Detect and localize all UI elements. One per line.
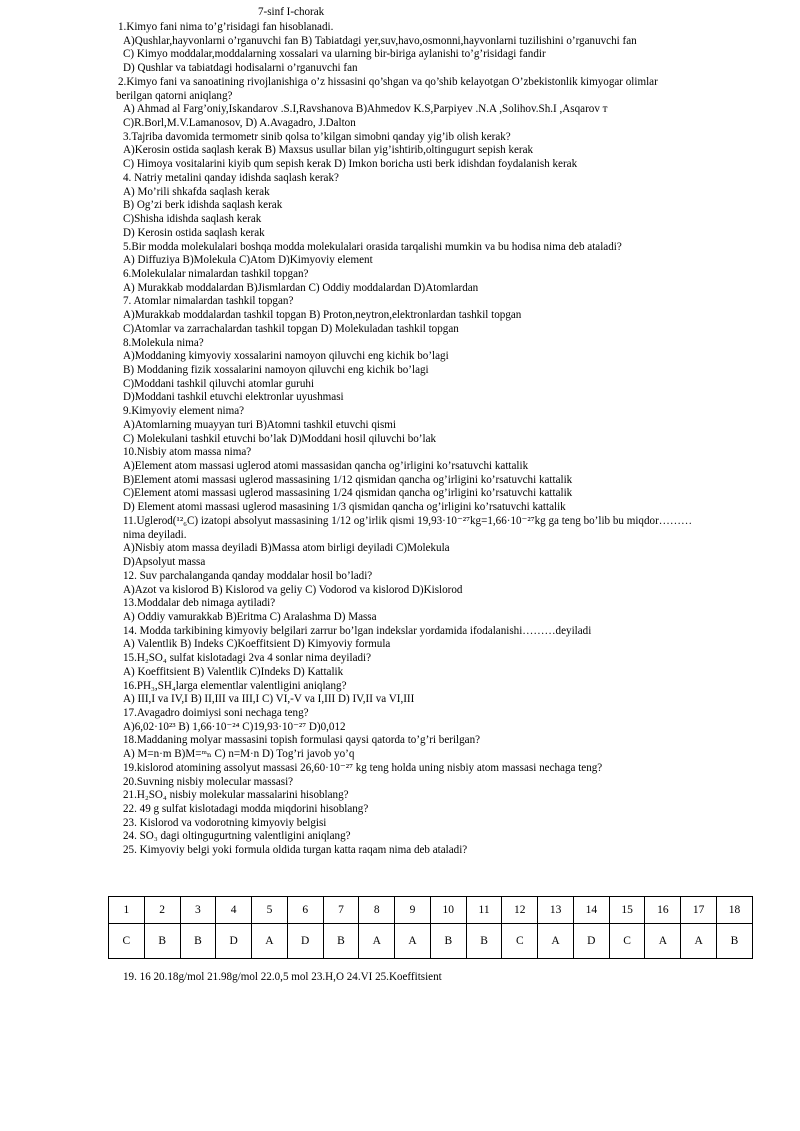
answer-letter-cell: D bbox=[287, 924, 323, 959]
answer-letter-cell: C bbox=[609, 924, 645, 959]
question-line: 17.Avagadro doimiysi soni nechaga teng? bbox=[123, 707, 309, 719]
answer-letter-cell: C bbox=[109, 924, 145, 959]
question-line: 24. SO₃ dagi oltingugurtning valentligini aniqlang? bbox=[123, 830, 351, 843]
question-line: 25. Kimyoviy belgi yoki formula oldida turgan katta raqam nima deb ataladi? bbox=[123, 844, 468, 857]
question-line: D) Qushlar va tabiatdagi hodisalarni o’rganuvchi fan bbox=[123, 62, 358, 75]
answer-letter-cell: D bbox=[573, 924, 609, 959]
question-line: D)Moddani tashkil etuvchi elektronlar uyushmasi bbox=[123, 391, 344, 404]
question-line: 1.Kimyo fani nima to’g’risidagi fan hisoblanadi. bbox=[118, 21, 334, 33]
answer-number-cell: 2 bbox=[144, 897, 180, 924]
answer-letter-cell: B bbox=[144, 924, 180, 959]
answer-letter-cell: A bbox=[645, 924, 681, 959]
question-line: A)Qushlar,hayvonlarni o’rganuvchi fan B) Tabiatdagi yer,suv,havo,osmonni,hayvonlarni tuzilishini o’rganuvchi fan bbox=[123, 34, 637, 47]
answer-number-cell: 18 bbox=[717, 897, 753, 924]
answer-number-cell: 8 bbox=[359, 897, 395, 924]
answer-number-cell: 7 bbox=[323, 897, 359, 924]
question-line: 19.kislorod atomining assolyut massasi 26,60·10⁻²⁷ kg teng holda uning nisbiy atom massasi nechaga teng? bbox=[123, 761, 603, 774]
answer-letter-row bbox=[109, 924, 753, 959]
question-line: nima deyiladi. bbox=[123, 528, 187, 541]
question-line: D) Kerosin ostida saqlash kerak bbox=[123, 226, 265, 239]
question-line: A) Mo’rili shkafda saqlash kerak bbox=[123, 185, 270, 198]
question-line: 21.H₂SO₄ nisbiy molekular massalarini hisoblang? bbox=[123, 789, 349, 802]
answer-letter-cell: A bbox=[681, 924, 717, 959]
question-line: 8.Molekula nima? bbox=[123, 336, 204, 349]
question-line: 2.Kimyo fani va sanoatining rivojlanishiga o’z hissasini qo’shgan va qo’shib kelayotgan O’zbekistonlik kimyogar olimlar bbox=[118, 75, 658, 88]
question-line: A)Moddaning kimyoviy xossalarini namoyon qiluvchi eng kichik bo’lagi bbox=[123, 350, 449, 363]
question-line: B) Moddaning fizik xossalarini namoyon qiluvchi eng kichik bo’lagi bbox=[123, 364, 429, 376]
question-line: C) Molekulani tashkil etuvchi bo’lak D)Moddani hosil qiluvchi bo’lak bbox=[123, 432, 437, 445]
question-line: A)Murakkab moddalardan tashkil topgan B) Proton,neytron,elektronlardan tashkil topgan bbox=[123, 309, 522, 322]
answer-letter-cell: B bbox=[430, 924, 466, 959]
answer-number-cell: 13 bbox=[538, 897, 574, 924]
answer-table bbox=[108, 896, 753, 959]
question-line: A) III,I va IV,I B) II,III va III,I C) VI,-V va I,III D) IV,II va VI,III bbox=[123, 693, 415, 706]
answer-number-cell: 17 bbox=[681, 897, 717, 924]
question-line: A) Koeffitsient B) Valentlik C)Indeks D) Kattalik bbox=[123, 665, 344, 678]
question-line: C)Shisha idishda saqlash kerak bbox=[123, 213, 262, 226]
question-line: 6.Molekulalar nimalardan tashkil topgan? bbox=[123, 267, 309, 280]
open-answers-footer: 19. 16 20.18g/mol 21.98g/mol 22.0,5 mol 23.H,O 24.VI 25.Koeffitsient bbox=[123, 971, 442, 983]
answer-letter-cell: B bbox=[717, 924, 753, 959]
question-line: 5.Bir modda molekulalari boshqa modda molekulalari orasida tarqalishi mumkin va bu hodisa nima deb ataladi? bbox=[123, 240, 622, 253]
question-line: 23. Kislorod va vodorotning kimyoviy belgisi bbox=[123, 816, 327, 829]
answer-number-cell: 15 bbox=[609, 897, 645, 924]
answer-number-cell: 6 bbox=[287, 897, 323, 924]
answer-number-cell: 10 bbox=[430, 897, 466, 924]
question-line: berilgan qatorni aniqlang? bbox=[116, 89, 233, 102]
answer-letter-cell: B bbox=[466, 924, 502, 959]
question-line: 11.Uglerod(¹²₆C) izatopi absolyut massasining 1/12 og’irlik qismi 19,93·10⁻²⁷kg=1,66·10⁻²⁷kg ga teng bo’lib bu miqdor……… bbox=[123, 514, 693, 527]
answer-number-cell: 5 bbox=[252, 897, 288, 924]
question-line: A)Element atom massasi uglerod atomi massasidan qancha og’irligini ko’rsatuvchi kattalik bbox=[123, 460, 529, 473]
question-line: A) Diffuziya B)Molekula C)Atom D)Kimyoviy element bbox=[123, 254, 373, 267]
question-line: 20.Suvning nisbiy molecular massasi? bbox=[123, 775, 294, 788]
question-line: A)Atomlarning muayyan turi B)Atomni tashkil etuvchi qismi bbox=[123, 418, 396, 431]
question-line: A) Ahmad al Farg’oniy,Iskandarov .S.I,Ravshanova B)Ahmedov K.S,Parpiyev .N.A ,Solihov.Sh.I ,Asqarov т bbox=[123, 103, 608, 116]
question-line: 4. Natriy metalini qanday idishda saqlash kerak? bbox=[123, 171, 339, 184]
answer-number-row bbox=[109, 897, 753, 924]
question-line: A)Nisbiy atom massa deyiladi B)Massa atom birligi deyiladi C)Molekula bbox=[123, 542, 450, 555]
question-line: C) Himoya vositalarini kiyib qum sepish kerak D) Imkon boricha usti berk idishdan foydalanish kerak bbox=[123, 158, 578, 171]
question-line: D)Apsolyut massa bbox=[123, 556, 206, 569]
question-line: A)Kerosin ostida saqlash kerak B) Maxsus usullar bilan yig’ishtirib,oltingugurt sepish kerak bbox=[123, 144, 534, 157]
question-line: 16.PH₃,SH₄larga elementlar valentligini aniqlang? bbox=[123, 679, 347, 692]
question-line: 15.H₂SO₄ sulfat kislotadagi 2va 4 sonlar nima deyiladi? bbox=[123, 652, 372, 665]
question-line: C)R.Borl,M.V.Lamanosov, D) A.Avagadro, J.Dalton bbox=[123, 117, 356, 130]
question-line: A) Oddiy vamurakkab B)Eritma C) Aralashma D) Massa bbox=[123, 610, 377, 623]
answer-number-cell: 12 bbox=[502, 897, 538, 924]
question-line: A)Azot va kislorod B) Kislorod va geliy C) Vodorod va kislorod D)Kislorod bbox=[123, 583, 463, 596]
question-line: 7. Atomlar nimalardan tashkil topgan? bbox=[123, 295, 294, 308]
page-header: 7-sinf I-chorak bbox=[258, 6, 325, 18]
question-line: A) Murakkab moddalardan B)Jismlardan C) Oddiy moddalardan D)Atomlardan bbox=[123, 281, 479, 294]
question-line: 3.Tajriba davomida termometr sinib qolsa to’kilgan simobni qanday yig’ib olish kerak? bbox=[123, 130, 511, 143]
answer-number-cell: 9 bbox=[395, 897, 431, 924]
answer-letter-cell: B bbox=[180, 924, 216, 959]
answer-number-cell: 1 bbox=[109, 897, 145, 924]
question-line: B) Og’zi berk idishda saqlash kerak bbox=[123, 199, 283, 212]
answer-number-cell: 11 bbox=[466, 897, 502, 924]
answer-letter-cell: C bbox=[502, 924, 538, 959]
answer-number-cell: 3 bbox=[180, 897, 216, 924]
question-line: 18.Maddaning molyar massasini topish formulasi qaysi qatorda to’g’ri berilgan? bbox=[123, 734, 481, 747]
question-line: B)Element atomi massasi uglerod massasining 1/12 qismidan qancha og’irligini ko’rsatuvchi kattalik bbox=[123, 473, 573, 486]
answer-number-cell: 14 bbox=[573, 897, 609, 924]
answer-number-cell: 16 bbox=[645, 897, 681, 924]
question-line: C)Moddani tashkil qiluvchi atomlar guruhi bbox=[123, 377, 315, 390]
question-line: C) Kimyo moddalar,moddalarning xossalari va ularning bir-biriga aylanishi to’g’risidagi fandir bbox=[123, 48, 546, 61]
question-line: C)Element atomi massasi uglerod massasining 1/24 qismidan qancha og’irligini ko’rsatuvchi kattalik bbox=[123, 487, 573, 500]
question-line: 14. Modda tarkibining kimyoviy belgilari zarrur bo’lgan indekslar yordamida ifodalanishi………deyiladi bbox=[123, 624, 592, 637]
question-line: A) Valentlik B) Indeks C)Koeffitsient D) Kimyoviy formula bbox=[123, 638, 391, 651]
question-line: 10.Nisbiy atom massa nima? bbox=[123, 446, 252, 459]
question-line: 13.Moddalar deb nimaga aytiladi? bbox=[123, 597, 276, 610]
question-line: A)6,02·10²³ B) 1,66·10⁻²⁴ C)19,93·10⁻²⁷ D)0,012 bbox=[123, 720, 346, 733]
answer-letter-cell: D bbox=[216, 924, 252, 959]
answer-letter-cell: A bbox=[359, 924, 395, 959]
answer-letter-cell: A bbox=[395, 924, 431, 959]
answer-letter-cell: A bbox=[252, 924, 288, 959]
question-line: C)Atomlar va zarrachalardan tashkil topgan D) Molekuladan tashkil topgan bbox=[123, 322, 459, 335]
question-line: 12. Suv parchalanganda qanday moddalar hosil bo’ladi? bbox=[123, 569, 373, 582]
question-line: A) M=n·m B)M=ᵐₙ C) n=M·n D) Tog’ri javob yo’q bbox=[123, 748, 355, 761]
answer-number-cell: 4 bbox=[216, 897, 252, 924]
question-line: 9.Kimyoviy element nima? bbox=[123, 405, 245, 418]
answer-letter-cell: B bbox=[323, 924, 359, 959]
question-line: 22. 49 g sulfat kislotadagi modda miqdorini hisoblang? bbox=[123, 803, 369, 816]
question-line: D) Element atomi massasi uglerod masasining 1/3 qismidan qancha og’irligini ko’rsatuvchi kattalik bbox=[123, 501, 566, 514]
answer-letter-cell: A bbox=[538, 924, 574, 959]
